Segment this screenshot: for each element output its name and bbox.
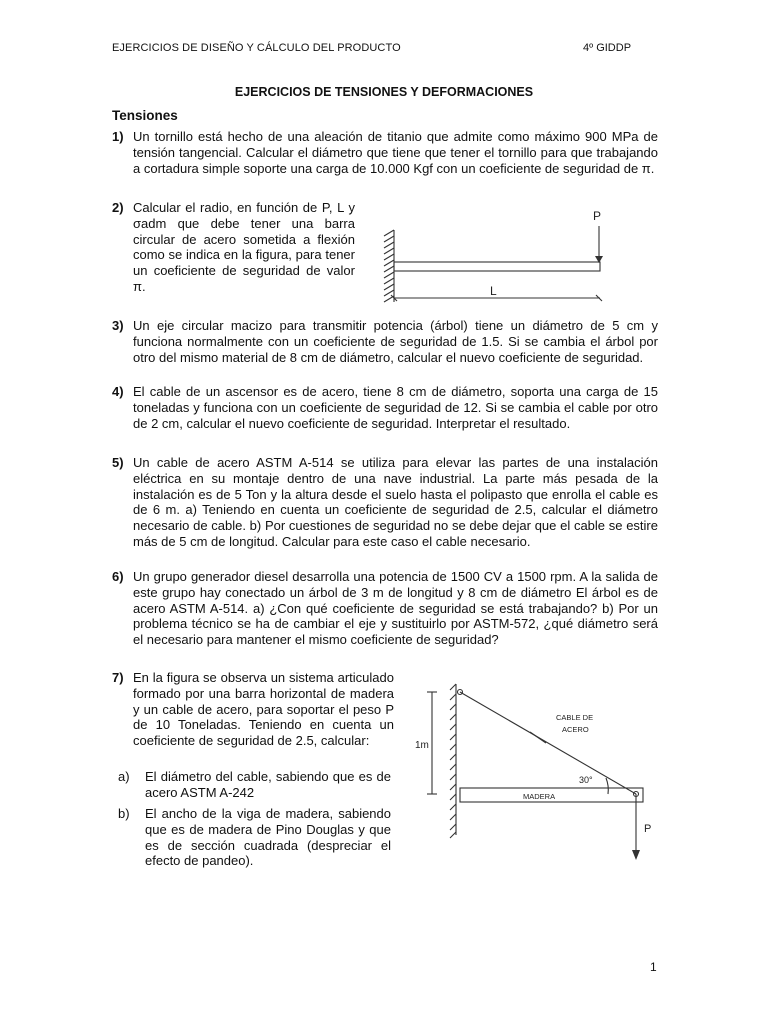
- exercise-number: 4): [112, 384, 124, 399]
- load-label: P: [593, 209, 602, 223]
- cable-beam-figure: [415, 670, 658, 875]
- section-heading: Tensiones: [112, 108, 178, 123]
- header-course-title: EJERCICIOS DE DISEÑO Y CÁLCULO DEL PRODUCTO: [112, 42, 401, 54]
- header-course-code: 4º GIDDP: [583, 42, 632, 54]
- load-label: P: [644, 823, 652, 835]
- document-title: EJERCICIOS DE TENSIONES Y DEFORMACIONES: [234, 85, 534, 99]
- length-label: L: [490, 284, 497, 298]
- exercise-text: Un cable de acero ASTM A-514 se utiliza para elevar las partes de una instalación eléctrica en su montaje dentro de una nave industrial. La parte más pesada de la instalación es de 5 Ton y la altura desde el suelo hasta el polipasto que enrolla el cable es de 6 m. a) Teniendo en cuenta un coeficiente de seguridad de 2.5, calcular el diámetro necesario de cable. b) Por cuestiones de seguridad no se debe dejar que el cable se estire más de 5 cm de longitud. Calcular para este caso el cable necesario.: [133, 455, 658, 549]
- exercise-number: 6): [112, 569, 124, 584]
- item-text: El ancho de la viga de madera, sabiendo que es de madera de Pino Douglas y que es de sección cuadrada (despreciar el efecto de pandeo).: [145, 806, 391, 869]
- height-label: 1m: [415, 740, 429, 751]
- exercise-number: 3): [112, 318, 124, 333]
- exercise-text: Calcular el radio, en función de P, L y σadm que debe tener una barra circular de acero sometida a flexión como se indica en la figura, para tener un coeficiente de seguridad de valor π.: [133, 200, 355, 294]
- exercise-text: El cable de un ascensor es de acero, tiene 8 cm de diámetro, soporta una carga de 15 toneladas y funciona con un coeficiente de seguridad de 12. Si se cambia el cable por otro de 2 cm, calcular el nuevo coeficiente de seguridad. Interpretar el resultado.: [133, 384, 658, 431]
- exercise-number: 2): [112, 200, 124, 215]
- exercise-number: 5): [112, 455, 124, 470]
- cable-label-line1: CABLE DE: [556, 713, 594, 722]
- exercise-number: 1): [112, 129, 124, 144]
- cantilever-beam-figure: [380, 200, 642, 315]
- exercise-text: Un tornillo está hecho de una aleación de titanio que admite como máximo 900 MPa de tensión tangencial. Calcular el diámetro que tiene que tener el tornillo para que trabajando a cortadura simple soporte una carga de 10.000 Kgf con un coeficiente de seguridad de π.: [133, 129, 658, 176]
- angle-label: 30°: [579, 775, 593, 785]
- item-label: b): [118, 806, 130, 821]
- exercise-number: 7): [112, 670, 124, 685]
- exercise-text: En la figura se observa un sistema articulado formado por una barra horizontal de madera y un cable de acero, para soportar el peso P de 10 Toneladas. Teniendo en cuenta un coeficiente de seguridad de 2.5, calcular:: [133, 670, 394, 749]
- page-number: 1: [650, 960, 657, 974]
- exercise-text: Un eje circular macizo para transmitir potencia (árbol) tiene un diámetro de 5 cm y funciona normalmente con un coeficiente de seguridad de 1.5. Si se cambia el árbol por otro del mismo material de 8 cm de diámetro, calcular el nuevo coeficiente de seguridad.: [133, 318, 658, 365]
- cable-label-line2: ACERO: [562, 725, 589, 734]
- exercise-text: Un grupo generador diesel desarrolla una potencia de 1500 CV a 1500 rpm. A la salida de este grupo hay conectado un árbol de 3 m de longitud y 8 cm de diámetro El árbol es de acero ASTM A-514. a) ¿Con qué coeficiente de seguridad se está trabajando? b) Por un problema técnico se ha de cambiar el eje y sustituirlo por ASTM-572, ¿qué diámetro será el necesario para mantener el mismo coeficiente de seguridad?: [133, 569, 658, 648]
- item-text: El diámetro del cable, sabiendo que es de acero ASTM A-242: [145, 769, 391, 800]
- item-label: a): [118, 769, 130, 784]
- beam-label: MADERA: [523, 792, 556, 801]
